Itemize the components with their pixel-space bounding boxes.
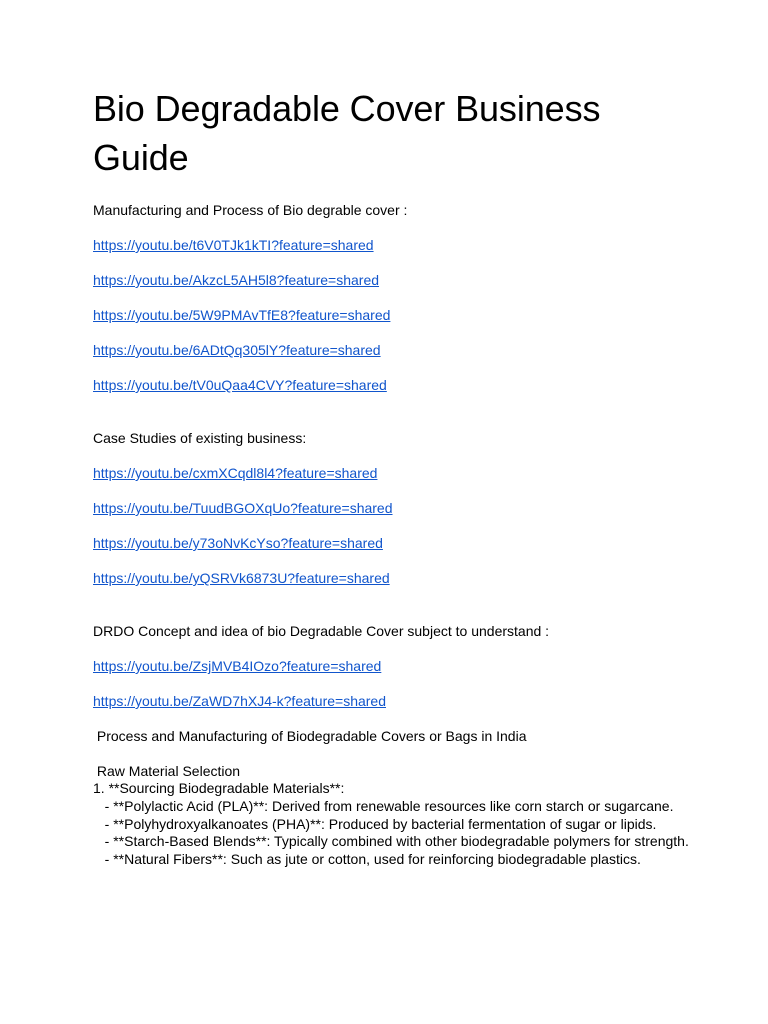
list-item: - **Natural Fibers**: Such as jute or cotton, used for reinforcing biodegradable plastics. <box>93 851 641 868</box>
drdo-heading: DRDO Concept and idea of bio Degradable Cover subject to understand : <box>93 623 550 639</box>
manufacturing-heading: Manufacturing and Process of Bio degrable cover : <box>93 202 408 218</box>
drdo-link-1[interactable]: https://youtu.be/ZsjMVB4IOzo?feature=shared <box>93 658 382 674</box>
raw-material-heading: Raw Material Selection <box>93 763 241 779</box>
manufacturing-link-3[interactable]: https://youtu.be/5W9PMAvTfE8?feature=shared <box>93 307 391 323</box>
manufacturing-link-4[interactable]: https://youtu.be/6ADtQq305lY?feature=shared <box>93 342 381 358</box>
case-study-link-2[interactable]: https://youtu.be/TuudBGOXqUo?feature=shared <box>93 500 393 516</box>
raw-material-list <box>93 780 693 869</box>
case-study-link-3[interactable]: https://youtu.be/y73oNvKcYso?feature=shared <box>93 535 383 551</box>
list-item: - **Polyhydroxyalkanoates (PHA)**: Produced by bacterial fermentation of sugar or lipids. <box>93 815 657 832</box>
process-heading: Process and Manufacturing of Biodegradable Covers or Bags in India <box>93 728 527 744</box>
case-studies-heading: Case Studies of existing business: <box>93 430 307 446</box>
list-item: - **Polylactic Acid (PLA)**: Derived from renewable resources like corn starch or sugarcane. <box>93 797 674 814</box>
case-study-link-1[interactable]: https://youtu.be/cxmXCqdl8l4?feature=shared <box>93 465 378 481</box>
drdo-link-2[interactable]: https://youtu.be/ZaWD7hXJ4-k?feature=shared <box>93 693 386 709</box>
document-page <box>93 84 693 869</box>
document-title: Bio Degradable Cover Business Guide <box>93 88 601 178</box>
case-study-link-4[interactable]: https://youtu.be/yQSRVk6873U?feature=shared <box>93 570 390 586</box>
manufacturing-link-2[interactable]: https://youtu.be/AkzcL5AH5l8?feature=shared <box>93 272 380 288</box>
manufacturing-link-5[interactable]: https://youtu.be/tV0uQaa4CVY?feature=shared <box>93 377 387 393</box>
manufacturing-link-1[interactable]: https://youtu.be/t6V0TJk1kTI?feature=shared <box>93 237 374 253</box>
list-item: - **Starch-Based Blends**: Typically combined with other biodegradable polymers for strength. <box>93 833 689 850</box>
list-item: 1. **Sourcing Biodegradable Materials**: <box>93 780 345 796</box>
